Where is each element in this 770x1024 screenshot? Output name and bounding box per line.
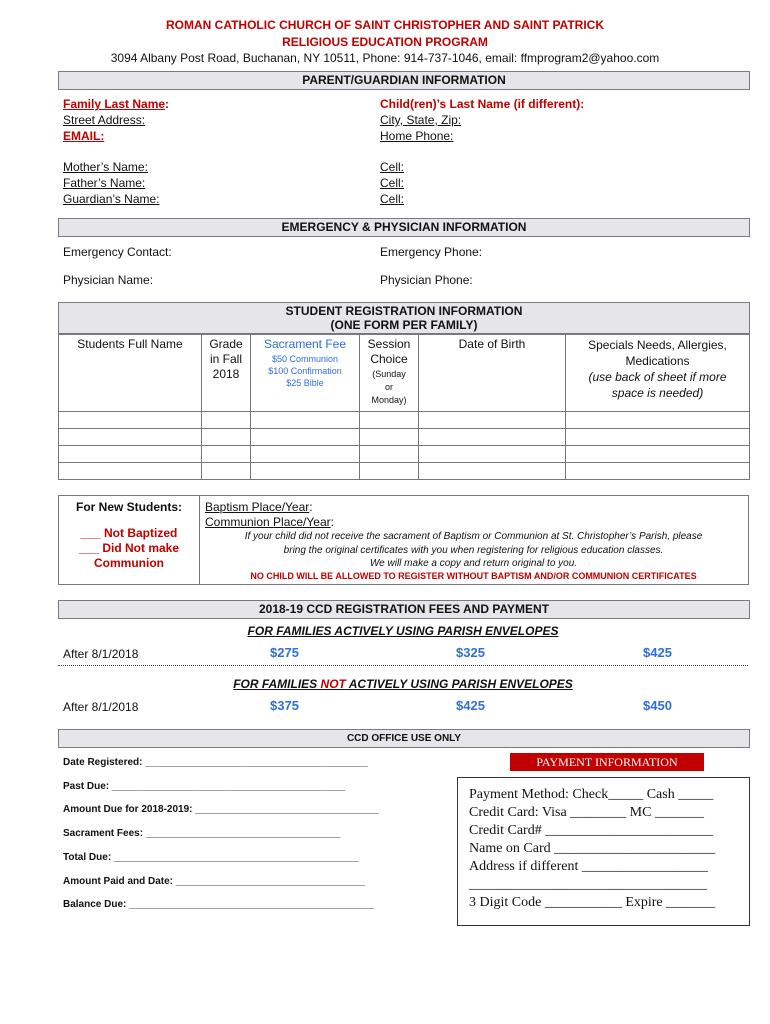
cell[interactable] bbox=[566, 463, 750, 480]
cell[interactable] bbox=[59, 412, 202, 429]
credit-card-type-field[interactable]: Credit Card: Visa ________ MC _______ bbox=[469, 805, 704, 820]
total-due-field[interactable]: Total Due: ____________________________________________ bbox=[63, 852, 359, 863]
church-title: ROMAN CATHOLIC CHURCH OF SAINT CHRISTOPHER AND SAINT PATRICK bbox=[166, 18, 604, 32]
using-envelopes-heading: FOR FAMILIES ACTIVELY USING PARISH ENVELOPES bbox=[247, 624, 559, 638]
cell[interactable] bbox=[251, 429, 360, 446]
contact-address: 3094 Albany Post Road, Buchanan, NY 10511, Phone: 914-737-1046, email: ffmprogram2@yahoo.com bbox=[110, 51, 660, 65]
past-due-field[interactable]: Past Due: __________________________________________ bbox=[63, 781, 346, 792]
cell[interactable] bbox=[360, 446, 419, 463]
cell[interactable] bbox=[251, 446, 360, 463]
fee-amount: $425 bbox=[456, 698, 485, 713]
grade-line: 2018 bbox=[212, 367, 240, 381]
needs-line: Medications bbox=[625, 354, 690, 368]
city-state-zip-label[interactable]: City, State, Zip: bbox=[380, 113, 462, 127]
after-date-label: After 8/1/2018 bbox=[63, 647, 139, 661]
name-on-card-field[interactable]: Name on Card _______________________ bbox=[469, 841, 716, 856]
fee-amount: $375 bbox=[270, 698, 299, 713]
sacrament-fee-item: $25 Bible bbox=[286, 378, 324, 388]
cell[interactable] bbox=[566, 429, 750, 446]
cell[interactable] bbox=[419, 446, 566, 463]
balance-due-field[interactable]: Balance Due: ____________________________________________ bbox=[63, 899, 374, 910]
fee-amount: $425 bbox=[643, 645, 672, 660]
address-field[interactable]: Address if different __________________ bbox=[469, 859, 708, 874]
payment-method-field[interactable]: Payment Method: Check_____ Cash _____ bbox=[469, 787, 714, 802]
cell[interactable] bbox=[360, 429, 419, 446]
amount-due-field[interactable]: Amount Due for 2018-2019: _________________________________ bbox=[63, 804, 379, 815]
heading-not-word: NOT bbox=[320, 677, 346, 691]
col-needs bbox=[566, 334, 750, 412]
new-students-details bbox=[199, 495, 749, 585]
baptism-place-text: Baptism Place/Year bbox=[205, 500, 310, 514]
cell[interactable] bbox=[59, 429, 202, 446]
children-last-name-label[interactable]: Child(ren)’s Last Name (if different): bbox=[380, 97, 585, 111]
heading-text: ACTIVELY USING PARISH ENVELOPES bbox=[345, 677, 573, 691]
grade-line: in Fall bbox=[209, 352, 242, 366]
cell[interactable] bbox=[419, 412, 566, 429]
cell[interactable] bbox=[419, 429, 566, 446]
colon: : bbox=[165, 97, 170, 111]
needs-note: space is needed) bbox=[611, 386, 704, 400]
communion-place-text: Communion Place/Year bbox=[205, 515, 331, 529]
not-baptized-option[interactable]: ___ Not Baptized bbox=[80, 526, 178, 540]
street-address-label[interactable] bbox=[63, 113, 145, 127]
mothers-name-label[interactable]: Mother’s Name: bbox=[63, 160, 148, 174]
cell[interactable] bbox=[251, 463, 360, 480]
credit-card-number-field[interactable]: Credit Card# ________________________ bbox=[469, 823, 714, 838]
student-row[interactable] bbox=[59, 429, 750, 446]
colon: : bbox=[309, 500, 313, 514]
section-parent-guardian: PARENT/GUARDIAN INFORMATION bbox=[58, 71, 750, 90]
colon: : bbox=[330, 515, 334, 529]
session-line: Choice bbox=[370, 352, 408, 366]
mother-cell-label[interactable]: Cell: bbox=[380, 160, 405, 174]
cell[interactable] bbox=[360, 412, 419, 429]
col-name bbox=[59, 334, 202, 412]
sacrament-fees-field[interactable]: Sacrament Fees: ___________________________________ bbox=[63, 828, 341, 839]
emergency-phone-label[interactable]: Emergency Phone: bbox=[380, 245, 483, 259]
street-address-text: Street Address: bbox=[63, 113, 146, 127]
session-note: or bbox=[384, 382, 393, 392]
family-last-name-text: Family Last Name bbox=[63, 97, 166, 111]
section-fees: 2018-19 CCD REGISTRATION FEES AND PAYMENT bbox=[58, 600, 750, 619]
grade-line: Grade bbox=[209, 337, 243, 351]
fee-amount: $325 bbox=[456, 645, 485, 660]
col-name-label: Students Full Name bbox=[77, 337, 183, 351]
emergency-contact-label[interactable]: Emergency Contact: bbox=[63, 245, 172, 259]
certificate-warning: NO CHILD WILL BE ALLOWED TO REGISTER WITHOUT BAPTISM AND/OR COMMUNION CERTIFICATES bbox=[250, 571, 697, 581]
amount-paid-field[interactable]: Amount Paid and Date: __________________________________ bbox=[63, 876, 365, 887]
guardian-cell-label[interactable]: Cell: bbox=[380, 192, 405, 206]
cell[interactable] bbox=[59, 446, 202, 463]
family-last-name-label[interactable] bbox=[63, 97, 169, 111]
guardians-name-label[interactable]: Guardian’s Name: bbox=[63, 192, 160, 206]
sacrament-fee-label: Sacrament Fee bbox=[263, 337, 347, 351]
cell[interactable] bbox=[251, 412, 360, 429]
col-sacrament bbox=[251, 334, 360, 412]
student-subheading: (ONE FORM PER FAMILY) bbox=[330, 318, 478, 332]
cell[interactable] bbox=[59, 463, 202, 480]
address-line-2-field[interactable]: __________________________________ bbox=[469, 877, 707, 892]
col-grade bbox=[202, 334, 251, 412]
student-row[interactable] bbox=[59, 446, 750, 463]
section-student-registration bbox=[58, 302, 750, 335]
fee-amount: $275 bbox=[270, 645, 299, 660]
student-table-header bbox=[59, 334, 750, 412]
cell[interactable] bbox=[202, 463, 251, 480]
cell[interactable] bbox=[566, 412, 750, 429]
student-row[interactable] bbox=[59, 412, 750, 429]
certificate-note: If your child did not receive the sacrament of Baptism or Communion at St. Christopher’s Parish, please bbox=[244, 531, 703, 542]
communion-option-label: Communion bbox=[94, 556, 164, 570]
certificate-note: We will make a copy and return original to you. bbox=[369, 558, 578, 569]
col-session bbox=[360, 334, 419, 412]
needs-note: (use back of sheet if more bbox=[588, 370, 727, 384]
session-note: (Sunday bbox=[372, 369, 406, 379]
email-label[interactable]: EMAIL: bbox=[63, 129, 105, 143]
communion-place-label[interactable] bbox=[205, 515, 334, 529]
needs-line: Specials Needs, Allergies, bbox=[588, 338, 727, 352]
student-heading: STUDENT REGISTRATION INFORMATION bbox=[285, 304, 523, 318]
program-title: RELIGIOUS EDUCATION PROGRAM bbox=[282, 35, 488, 49]
session-note: Monday) bbox=[371, 395, 407, 405]
after-date-label: After 8/1/2018 bbox=[63, 700, 139, 714]
home-phone-label[interactable]: Home Phone: bbox=[380, 129, 454, 143]
cell[interactable] bbox=[202, 446, 251, 463]
dotted-divider bbox=[58, 665, 748, 666]
section-emergency: EMERGENCY & PHYSICIAN INFORMATION bbox=[58, 218, 750, 237]
heading-text: FOR FAMILIES bbox=[233, 677, 321, 691]
certificate-note: bring the original certificates with you when registering for religious education classes. bbox=[283, 545, 664, 556]
not-using-envelopes-heading bbox=[58, 677, 748, 691]
student-row[interactable] bbox=[59, 463, 750, 480]
cell[interactable] bbox=[566, 446, 750, 463]
student-table bbox=[58, 333, 750, 480]
date-registered-field[interactable]: Date Registered: ________________________________________ bbox=[63, 757, 368, 768]
did-not-make-option[interactable]: ___ Did Not make bbox=[78, 541, 180, 555]
dob-label: Date of Birth bbox=[458, 337, 526, 351]
cell[interactable] bbox=[202, 412, 251, 429]
section-office-use: CCD OFFICE USE ONLY bbox=[58, 729, 750, 748]
physician-phone-label[interactable]: Physician Phone: bbox=[380, 273, 473, 287]
fee-amount: $450 bbox=[643, 698, 672, 713]
col-dob bbox=[419, 334, 566, 412]
sacrament-fee-item: $50 Communion bbox=[271, 354, 339, 364]
new-students-label: For New Students: bbox=[75, 500, 182, 514]
father-cell-label[interactable]: Cell: bbox=[380, 176, 405, 190]
baptism-place-label[interactable] bbox=[205, 500, 313, 514]
physician-name-label[interactable]: Physician Name: bbox=[63, 273, 154, 287]
fathers-name-label[interactable]: Father’s Name: bbox=[63, 176, 146, 190]
cell[interactable] bbox=[419, 463, 566, 480]
payment-box bbox=[457, 777, 750, 926]
new-students-box bbox=[58, 495, 200, 585]
session-line: Session bbox=[367, 337, 411, 351]
sacrament-fee-item: $100 Confirmation bbox=[268, 366, 342, 376]
payment-info-badge: PAYMENT INFORMATION bbox=[510, 753, 704, 771]
cell[interactable] bbox=[202, 429, 251, 446]
cell[interactable] bbox=[360, 463, 419, 480]
code-expire-field[interactable]: 3 Digit Code ___________ Expire _______ bbox=[469, 895, 716, 910]
